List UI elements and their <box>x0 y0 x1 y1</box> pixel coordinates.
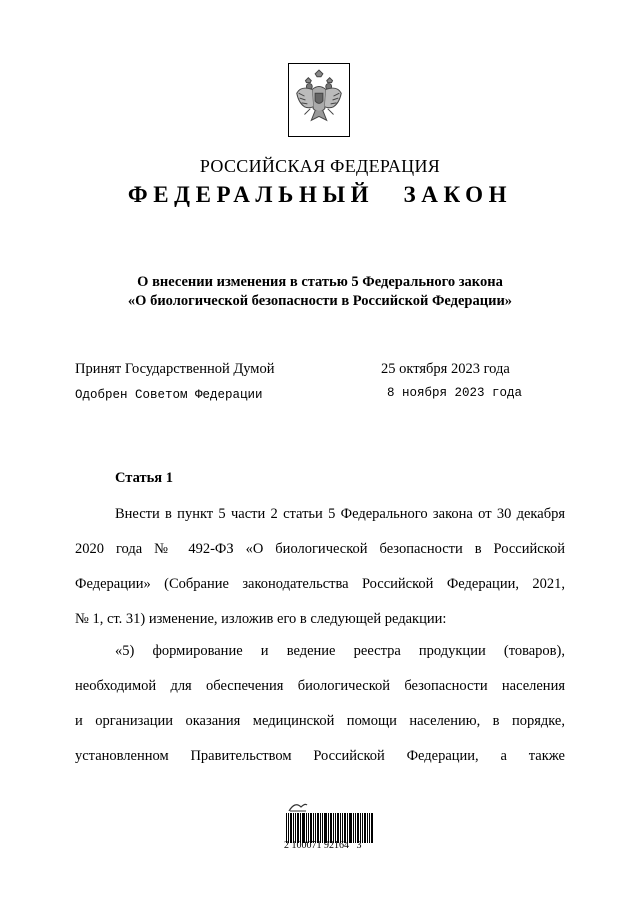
paragraph-line: установленном Правительством Российской Федерации, а также <box>75 748 565 764</box>
law-title-line-2: «О биологической безопасности в Российской Федерации» <box>127 293 513 309</box>
barcode-number: 2 100071 92164 3 <box>284 840 362 851</box>
document-type-heading: ФЕДЕРАЛЬНЫЙ ЗАКОН <box>127 182 513 207</box>
adopted-date: 25 октября 2023 года <box>381 361 510 377</box>
coat-of-arms-emblem <box>288 63 350 137</box>
paragraph-line: Внести в пункт 5 части 2 статьи 5 Федерального закона от 30 декабря <box>115 506 565 522</box>
adopted-by-duma-label: Принят Государственной Думой <box>75 361 275 377</box>
country-name: РОССИЙСКАЯ ФЕДЕРАЦИЯ <box>199 156 441 176</box>
approved-by-council-label: Одобрен Советом Федерации <box>75 388 263 402</box>
paragraph-line: и организации оказания медицинской помощи населению, в порядке, <box>75 713 565 729</box>
article-paragraph-2 <box>75 634 565 774</box>
law-title <box>0 273 640 311</box>
article-paragraph-1 <box>75 497 565 637</box>
law-title-line-1: О внесении изменения в статью 5 Федерального закона <box>137 274 503 290</box>
paragraph-line: необходимой для обеспечения биологической безопасности населения <box>75 678 565 694</box>
article-heading: Статья 1 <box>115 470 173 486</box>
paragraph-line: «5) формирование и ведение реестра продукции (товаров), <box>115 643 565 659</box>
barcode <box>286 813 374 843</box>
approved-date: 8 ноября 2023 года <box>387 386 523 400</box>
registry-logo-icon <box>287 799 309 813</box>
double-headed-eagle-icon <box>289 64 349 136</box>
paragraph-line: № 1, ст. 31) изменение, изложив его в следующей редакции: <box>75 611 447 627</box>
paragraph-line: 2020 года № 492-ФЗ «О биологической безопасности в Российской <box>75 541 565 557</box>
paragraph-line: Федерации» (Собрание законодательства Российской Федерации, 2021, <box>75 576 565 592</box>
